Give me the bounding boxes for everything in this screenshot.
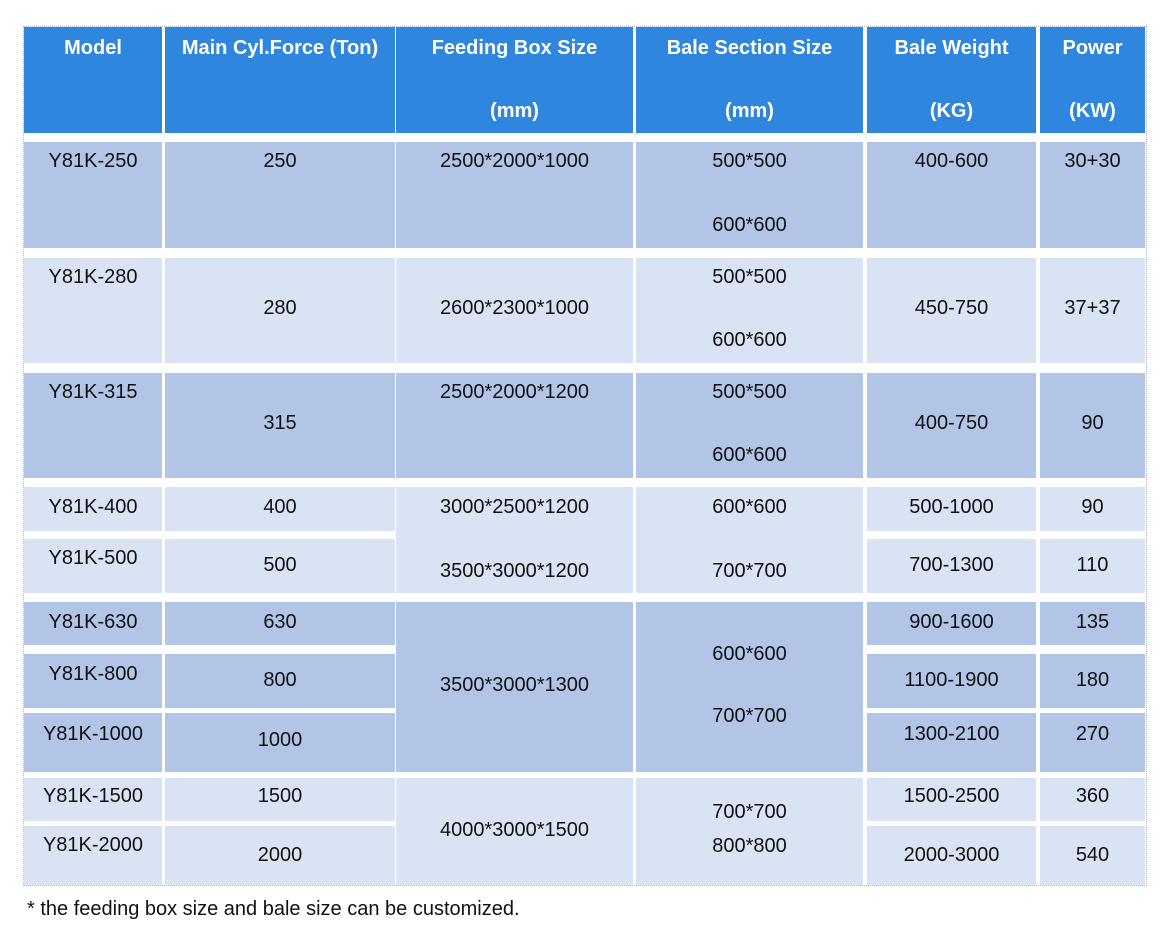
cell-feeding-box-size <box>396 531 633 593</box>
cell-main-cyl-force-value: 1000 <box>257 729 303 751</box>
cell-main-cyl-force-value: 400 <box>263 496 297 518</box>
cell-bale-weight-value: 700-1300 <box>909 554 994 576</box>
cell-bale-section-size-value: 600*600 <box>712 214 787 236</box>
cell-feeding-box-size-value: 3500*3000*1200 <box>439 560 590 582</box>
cell-model <box>24 826 162 885</box>
cell-bale-section-size-value: 600*600 <box>712 329 787 351</box>
cell-model <box>24 487 162 531</box>
header-main-cyl-force-label: Main Cyl.Force (Ton) <box>181 37 379 59</box>
cell-main-cyl-force <box>165 258 395 363</box>
cell-model <box>24 539 162 593</box>
cell-main-cyl-force-value: 1500 <box>257 785 303 807</box>
cell-bale-section-size <box>636 531 863 593</box>
cell-model-value: Y81K-800 <box>48 663 138 685</box>
header-bale-weight <box>867 27 1036 133</box>
header-bale-section-size <box>636 27 863 133</box>
cell-bale-weight-value: 400-600 <box>914 150 989 172</box>
cell-main-cyl-force <box>165 654 395 708</box>
cell-power-value: 37+37 <box>1064 297 1121 319</box>
cell-feeding-box-size-value: 2500*2000*1200 <box>439 381 590 403</box>
cell-model <box>24 602 162 645</box>
cell-bale-section-size-value: 600*600 <box>712 496 787 518</box>
cell-bale-weight <box>867 487 1036 531</box>
cell-bale-section-size-value: 600*600 <box>712 444 787 466</box>
cell-bale-weight-value: 1300-2100 <box>903 723 1000 745</box>
cell-main-cyl-force-value: 500 <box>263 554 297 576</box>
cell-main-cyl-force <box>165 539 395 593</box>
cell-bale-section-size <box>636 487 863 531</box>
cell-bale-weight-value: 1100-1900 <box>904 669 999 691</box>
cell-bale-section-size <box>636 373 863 478</box>
cell-power-value: 135 <box>1075 611 1110 633</box>
cell-power <box>1040 602 1145 645</box>
header-power-label: Power <box>1062 37 1123 59</box>
cell-main-cyl-force-value: 2000 <box>257 844 303 866</box>
cell-bale-section-size-value: 700*700 <box>712 801 787 823</box>
cell-feeding-box-size <box>396 373 633 478</box>
header-feeding-box-size-label: Feeding Box Size <box>431 37 598 59</box>
header-bale-weight-label: (KG) <box>929 100 974 122</box>
cell-main-cyl-force <box>165 142 395 248</box>
cell-bale-weight <box>867 654 1036 708</box>
header-bale-section-size-label: Bale Section Size <box>666 37 833 59</box>
cell-main-cyl-force-value: 315 <box>263 412 297 434</box>
cell-feeding-box-size <box>396 487 633 531</box>
cell-model-value: Y81K-280 <box>48 266 138 288</box>
cell-bale-weight <box>867 826 1036 885</box>
cell-model <box>24 778 162 821</box>
cell-power <box>1040 713 1145 772</box>
cell-model <box>24 258 162 363</box>
cell-model <box>24 142 162 248</box>
cell-model-value: Y81K-250 <box>48 150 138 172</box>
cell-power <box>1040 826 1145 885</box>
cell-main-cyl-force <box>165 713 395 772</box>
cell-power <box>1040 539 1145 593</box>
cell-bale-weight <box>867 373 1036 478</box>
cell-main-cyl-force-value: 800 <box>263 669 297 691</box>
cell-power-value: 360 <box>1075 785 1110 807</box>
cell-bale-section-size-value: 700*700 <box>712 705 787 727</box>
cell-model-value: Y81K-630 <box>48 611 138 633</box>
cell-feeding-box-size-value: 4000*3000*1500 <box>439 819 590 841</box>
header-feeding-box-size <box>396 27 633 133</box>
cell-model-value: Y81K-500 <box>48 547 138 569</box>
cell-feeding-box-size <box>396 142 633 248</box>
cell-power <box>1040 654 1145 708</box>
header-bale-weight-label: Bale Weight <box>894 37 1009 59</box>
cell-power <box>1040 778 1145 821</box>
cell-bale-weight-value: 500-1000 <box>909 496 994 518</box>
cell-feeding-box-size <box>396 778 633 885</box>
cell-bale-section-size-value: 500*500 <box>712 150 787 172</box>
footnote: * the feeding box size and bale size can be customized. <box>27 898 520 920</box>
cell-feeding-box-size-value: 3500*3000*1300 <box>439 674 590 696</box>
cell-bale-weight-value: 400-750 <box>914 412 989 434</box>
cell-power-value: 110 <box>1076 554 1109 576</box>
cell-bale-section-size <box>636 142 863 248</box>
cell-bale-weight <box>867 713 1036 772</box>
cell-feeding-box-size-value: 2600*2300*1000 <box>439 297 590 319</box>
cell-bale-weight-value: 2000-3000 <box>903 844 1000 866</box>
cell-bale-section-size <box>636 778 863 885</box>
cell-bale-section-size-value: 500*500 <box>712 381 787 403</box>
cell-bale-section-size-value: 600*600 <box>712 643 787 665</box>
header-power <box>1040 27 1145 133</box>
cell-main-cyl-force-value: 250 <box>263 150 297 172</box>
cell-bale-weight <box>867 778 1036 821</box>
header-model <box>24 27 162 133</box>
cell-bale-section-size <box>636 258 863 363</box>
cell-main-cyl-force <box>165 602 395 645</box>
cell-power-value: 540 <box>1075 844 1110 866</box>
cell-power-value: 30+30 <box>1064 150 1121 172</box>
cell-power-value: 90 <box>1081 412 1104 434</box>
cell-power-value: 270 <box>1075 723 1110 745</box>
cell-model <box>24 654 162 708</box>
cell-feeding-box-size <box>396 602 633 772</box>
cell-bale-weight-value: 450-750 <box>914 297 989 319</box>
cell-bale-weight <box>867 602 1036 645</box>
cell-feeding-box-size-value: 3000*2500*1200 <box>439 496 590 518</box>
cell-model-value: Y81K-1000 <box>42 723 144 745</box>
header-main-cyl-force <box>165 27 395 133</box>
cell-model-value: Y81K-1500 <box>42 785 144 807</box>
cell-feeding-box-size-value: 2500*2000*1000 <box>439 150 590 172</box>
cell-main-cyl-force-value: 630 <box>263 611 297 633</box>
cell-bale-weight-value: 1500-2500 <box>903 785 1000 807</box>
header-feeding-box-size-label: (mm) <box>490 100 539 122</box>
cell-bale-weight <box>867 539 1036 593</box>
cell-power <box>1040 487 1145 531</box>
cell-main-cyl-force <box>165 778 395 821</box>
cell-power <box>1040 258 1145 363</box>
cell-model-value: Y81K-315 <box>48 381 138 403</box>
cell-bale-section-size-value: 500*500 <box>712 266 787 288</box>
cell-bale-weight-value: 900-1600 <box>909 611 994 633</box>
cell-main-cyl-force <box>165 373 395 478</box>
header-power-label: (KW) <box>1069 100 1116 122</box>
cell-model-value: Y81K-400 <box>48 496 138 518</box>
cell-power <box>1040 373 1145 478</box>
cell-bale-weight <box>867 258 1036 363</box>
cell-main-cyl-force <box>165 487 395 531</box>
cell-main-cyl-force-value: 280 <box>263 297 297 319</box>
cell-bale-section-size-value: 800*800 <box>712 835 787 857</box>
cell-model-value: Y81K-2000 <box>42 834 144 856</box>
cell-bale-section-size-value: 700*700 <box>712 560 787 582</box>
header-model-label: Model <box>64 37 122 59</box>
cell-power <box>1040 142 1145 248</box>
cell-power-value: 90 <box>1081 496 1104 518</box>
cell-model <box>24 373 162 478</box>
cell-model <box>24 713 162 772</box>
cell-bale-weight <box>867 142 1036 248</box>
cell-feeding-box-size <box>396 258 633 363</box>
header-bale-section-size-label: (mm) <box>725 100 774 122</box>
cell-power-value: 180 <box>1075 669 1110 691</box>
cell-bale-section-size <box>636 602 863 772</box>
cell-main-cyl-force <box>165 826 395 885</box>
